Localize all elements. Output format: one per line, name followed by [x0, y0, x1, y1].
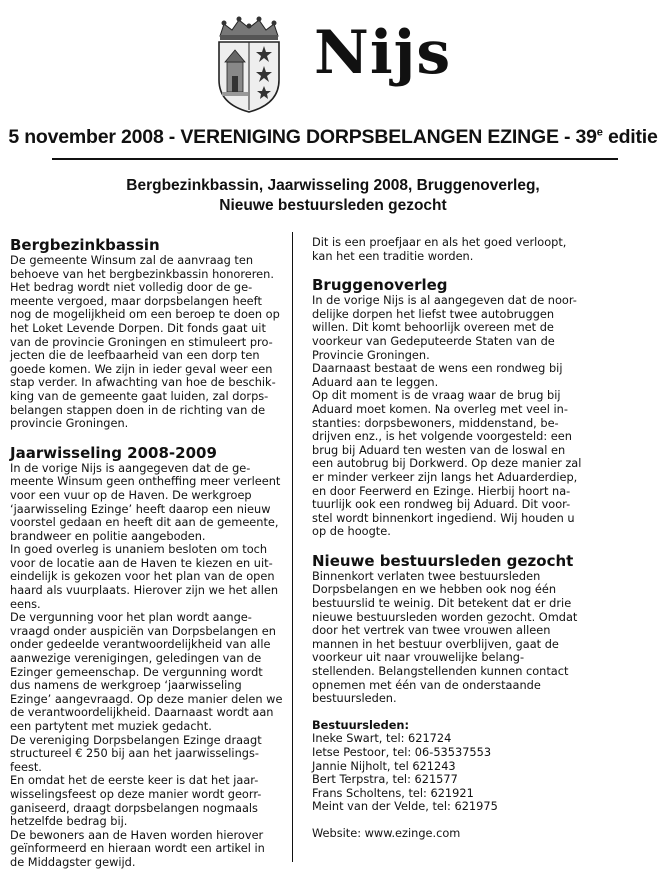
list-item: Ineke Swart, tel: 621724: [312, 731, 452, 746]
subtitle-line: Nieuwe bestuursleden gezocht: [219, 197, 447, 214]
bestuursleden-body: Binnenkort verlaten twee bestuursleden Dorpsbelangen en we hebben ook nog één bestuurslid te weinig. Dit betekent dat er drie nieuwe bestuursleden worden gezocht. Omdat door het vertrek van twee vrouwen alleen mannen in het bestuur overblijven, gaat de voorkeur uit naar vrouwelijke belang- stellenden. Belangstellenden kunnen contact opnemen met één van de onderstaande bestuursleden.: [312, 568, 578, 706]
jaarwisseling-continuation: Dit is een proefjaar en als het goed verloopt, kan het een traditie worden.: [312, 235, 567, 263]
edition-word: editie: [607, 126, 658, 148]
edition-number: 39: [575, 126, 597, 148]
edition-suffix: e: [596, 126, 603, 139]
bruggenoverleg-body: In de vorige Nijs is al aangegeven dat de noor- delijke dorpen het liefst twee autobruggen willen. Dit komt behoorlijk overeen met de voorkeur van Gedeputeerde Staten van de Provincie Groningen. Daarnaast bestaat de wens een rondweg bij Aduard aan te leggen. Op dit moment is de vraag waar de brug bij Aduard moet komen. Na overleg met veel in- stanties: dorpsbewoners, middenstand, be- drijven enz., is het volgende voorgesteld: een brug bij Aduard ten westen van de loswal en een autobrug bij Dorkwerd. Op deze manier zal er minder verkeer zijn langs het Aduarderdiep, en door Feerwerd en Ezinge. Hierbij hoort na- tuurlijk ook een rondweg bij Aduard. Dit voor- stel wordt binnenkort ingediend. Wij houden u op de hoogte.: [312, 293, 582, 539]
list-item: Meint van der Velde, tel: 621975: [312, 799, 498, 814]
jaarwisseling-body: In de vorige Nijs is aangegeven dat de ge- meente Winsum geen ontheffing meer verleent voor een vuur op de Haven. De werkgroep ‘jaarwisseling Ezinge’ heeft daarop een nieuw voorstel gedaan en heeft dit aan de gemeente, brandweer en politie aangeboden. In goed overleg is unaniem besloten om toch voor de locatie aan de Haven te kiezen en uit- eindelijk is gekozen voor het plan van de open haard als vuurplaats. Hierover zijn we het allen eens. De vergunning voor het plan wordt aange- vraagd onder auspiciën van Dorpsbelangen en onder gedeelde verantwoordelijkheid van alle aanwezige verenigingen, geledingen van de Ezinger gemeenschap. De vergunning wordt dus namens de werkgroep ‘jaarwisseling Ezinge’ aangevraagd. Op deze manier delen we de verantwoordelijkheid. Daarnaast wordt aan een partytent met muziek gedacht. De vereniging Dorpsbelangen Ezinge draagt structureel € 250 bij aan het jaarwisselings- feest. En omdat het de eerste keer is dat het jaar- wisselingsfeest op deze manier wordt georr- ganiseerd, draagt dorpsbelangen nogmaals hetzelfde bedrag bij. De bewoners aan de Haven worden hierover geïnformeerd en hieraan wordt een artikel in de Middagster gewijd.: [10, 460, 283, 869]
municipal-crest-icon: [212, 14, 286, 114]
organisation-name: VERENIGING DORPSBELANGEN EZINGE: [180, 126, 559, 148]
list-item: Jannie Nijholt, tel 621243: [312, 758, 456, 773]
bergbezinkbassin-body: De gemeente Winsum zal de aanvraag ten behoeve van het bergbezinkbassin honoreren. Het bedrag wordt niet volledig door de ge- meente vergoed, maar dorpsbelangen heeft nog de mogelijkheid om een beroep te doen op het Loket Levende Dorpen. Dit fonds gaat uit van de provincie Groningen en stimuleert pro- jecten die de leefbaarheid van een dorp ten goede komen. We zijn in ieder geval weer een stap verder. In afwachting van hoe de beschik- king van de gemeente gaat luiden, zal dorps- belangen stappen doen in de richting van de provincie Groningen.: [10, 253, 280, 431]
right-column: [312, 236, 616, 841]
section-title-jaarwisseling: Jaarwisseling 2008-2009: [10, 443, 217, 462]
header-divider: [52, 158, 618, 160]
contacts-list: [312, 732, 616, 814]
list-item: Ietse Pestoor, tel: 06-53537553: [312, 745, 492, 759]
column-divider: [292, 232, 293, 862]
list-item: Frans Scholtens, tel: 621921: [312, 785, 474, 800]
website-link[interactable]: Website: www.ezinge.com: [312, 825, 461, 840]
left-column: [10, 236, 286, 870]
list-item: Bert Terpstra, tel: 621577: [312, 772, 458, 787]
edition-date: 5 november 2008: [8, 126, 164, 148]
newsletter-logo: Nijs: [314, 18, 452, 88]
edition-headline: 5 november 2008 - VERENIGING DORPSBELANGEN EZINGE - 39e editie: [8, 126, 658, 148]
section-title-bergbezinkbassin: Bergbezinkbassin: [10, 236, 160, 254]
issue-subtitle: [60, 176, 606, 216]
section-title-bestuursleden: Nieuwe bestuursleden gezocht: [312, 551, 574, 570]
subtitle-line: Bergbezinkbassin, Jaarwisseling 2008, Bruggenoverleg,: [126, 177, 540, 194]
section-title-bruggenoverleg: Bruggenoverleg: [312, 276, 448, 295]
contacts-heading: Bestuursleden:: [312, 717, 410, 732]
